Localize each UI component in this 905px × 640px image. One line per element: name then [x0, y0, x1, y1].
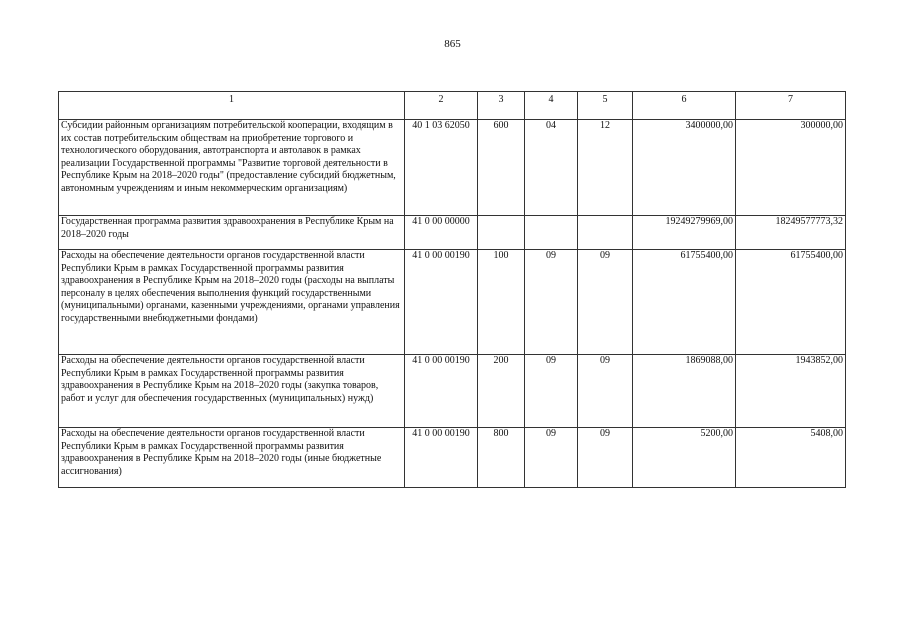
row-amount-col6: 5200,00 [633, 428, 736, 488]
column-header: 4 [525, 92, 578, 120]
row-subsection: 12 [578, 120, 633, 216]
table-row [59, 250, 846, 355]
table-row [59, 355, 846, 428]
row-amount-col7: 1943852,00 [736, 355, 846, 428]
row-expense-type: 600 [478, 120, 525, 216]
row-expense-type: 100 [478, 250, 525, 355]
header-row [59, 92, 846, 120]
table-row [59, 216, 846, 250]
row-subsection: 09 [578, 250, 633, 355]
column-header: 7 [736, 92, 846, 120]
page-number: 865 [444, 38, 461, 50]
row-amount-col7: 18249577773,32 [736, 216, 846, 250]
row-amount-col7: 300000,00 [736, 120, 846, 216]
row-section [525, 216, 578, 250]
row-section: 09 [525, 428, 578, 488]
row-expense-type: 200 [478, 355, 525, 428]
table-row [59, 428, 846, 488]
row-target-code: 40 1 03 62050 [405, 120, 478, 216]
row-description: Расходы на обеспечение деятельности органов государственной власти Республики Крым в рамках Государственной программы развития здравоохранения в Республике Крым на 2018–2020 годы (закупка товаров, работ и услуг для обеспечения государственных (муниципальных) нужд) [59, 355, 405, 428]
row-amount-col6: 19249279969,00 [633, 216, 736, 250]
row-description: Государственная программа развития здравоохранения в Республике Крым на 2018–2020 годы [59, 216, 405, 250]
row-expense-type: 800 [478, 428, 525, 488]
row-target-code: 41 0 00 00190 [405, 355, 478, 428]
row-description: Расходы на обеспечение деятельности органов государственной власти Республики Крым в рамках Государственной программы развития здравоохранения в Республике Крым на 2018–2020 годы (расходы на выплаты персоналу в целях обеспечения выполнения функций государственными (муниципальными) органами, казенными учреждениями, органами управления государственными внебюджетными фондами) [59, 250, 405, 355]
row-amount-col6: 3400000,00 [633, 120, 736, 216]
column-header: 5 [578, 92, 633, 120]
row-section: 09 [525, 250, 578, 355]
row-subsection: 09 [578, 355, 633, 428]
row-amount-col6: 1869088,00 [633, 355, 736, 428]
row-subsection [578, 216, 633, 250]
row-section: 04 [525, 120, 578, 216]
row-target-code: 41 0 00 00000 [405, 216, 478, 250]
row-section: 09 [525, 355, 578, 428]
row-target-code: 41 0 00 00190 [405, 250, 478, 355]
budget-table [58, 91, 846, 488]
table-row [59, 120, 846, 216]
row-subsection: 09 [578, 428, 633, 488]
row-target-code: 41 0 00 00190 [405, 428, 478, 488]
row-expense-type [478, 216, 525, 250]
row-description: Расходы на обеспечение деятельности органов государственной власти Республики Крым в рамках Государственной программы развития здравоохранения в Республике Крым на 2018–2020 годы (иные бюджетные ассигнования) [59, 428, 405, 488]
row-amount-col6: 61755400,00 [633, 250, 736, 355]
column-header: 2 [405, 92, 478, 120]
row-description: Субсидии районным организациям потребительской кооперации, входящим в их состав потребительским обществам на приобретение торгового и технологического оборудования, автотранспорта и автолавок в рамках реализации Государственной программы "Развитие торговой деятельности в Республике Крым на 2018–2020 годы" (предоставление субсидий бюджетным, автономным учреждениям и иным некоммерческим организациям) [59, 120, 405, 216]
row-amount-col7: 61755400,00 [736, 250, 846, 355]
row-amount-col7: 5408,00 [736, 428, 846, 488]
column-header: 1 [59, 92, 405, 120]
column-header: 3 [478, 92, 525, 120]
column-header: 6 [633, 92, 736, 120]
